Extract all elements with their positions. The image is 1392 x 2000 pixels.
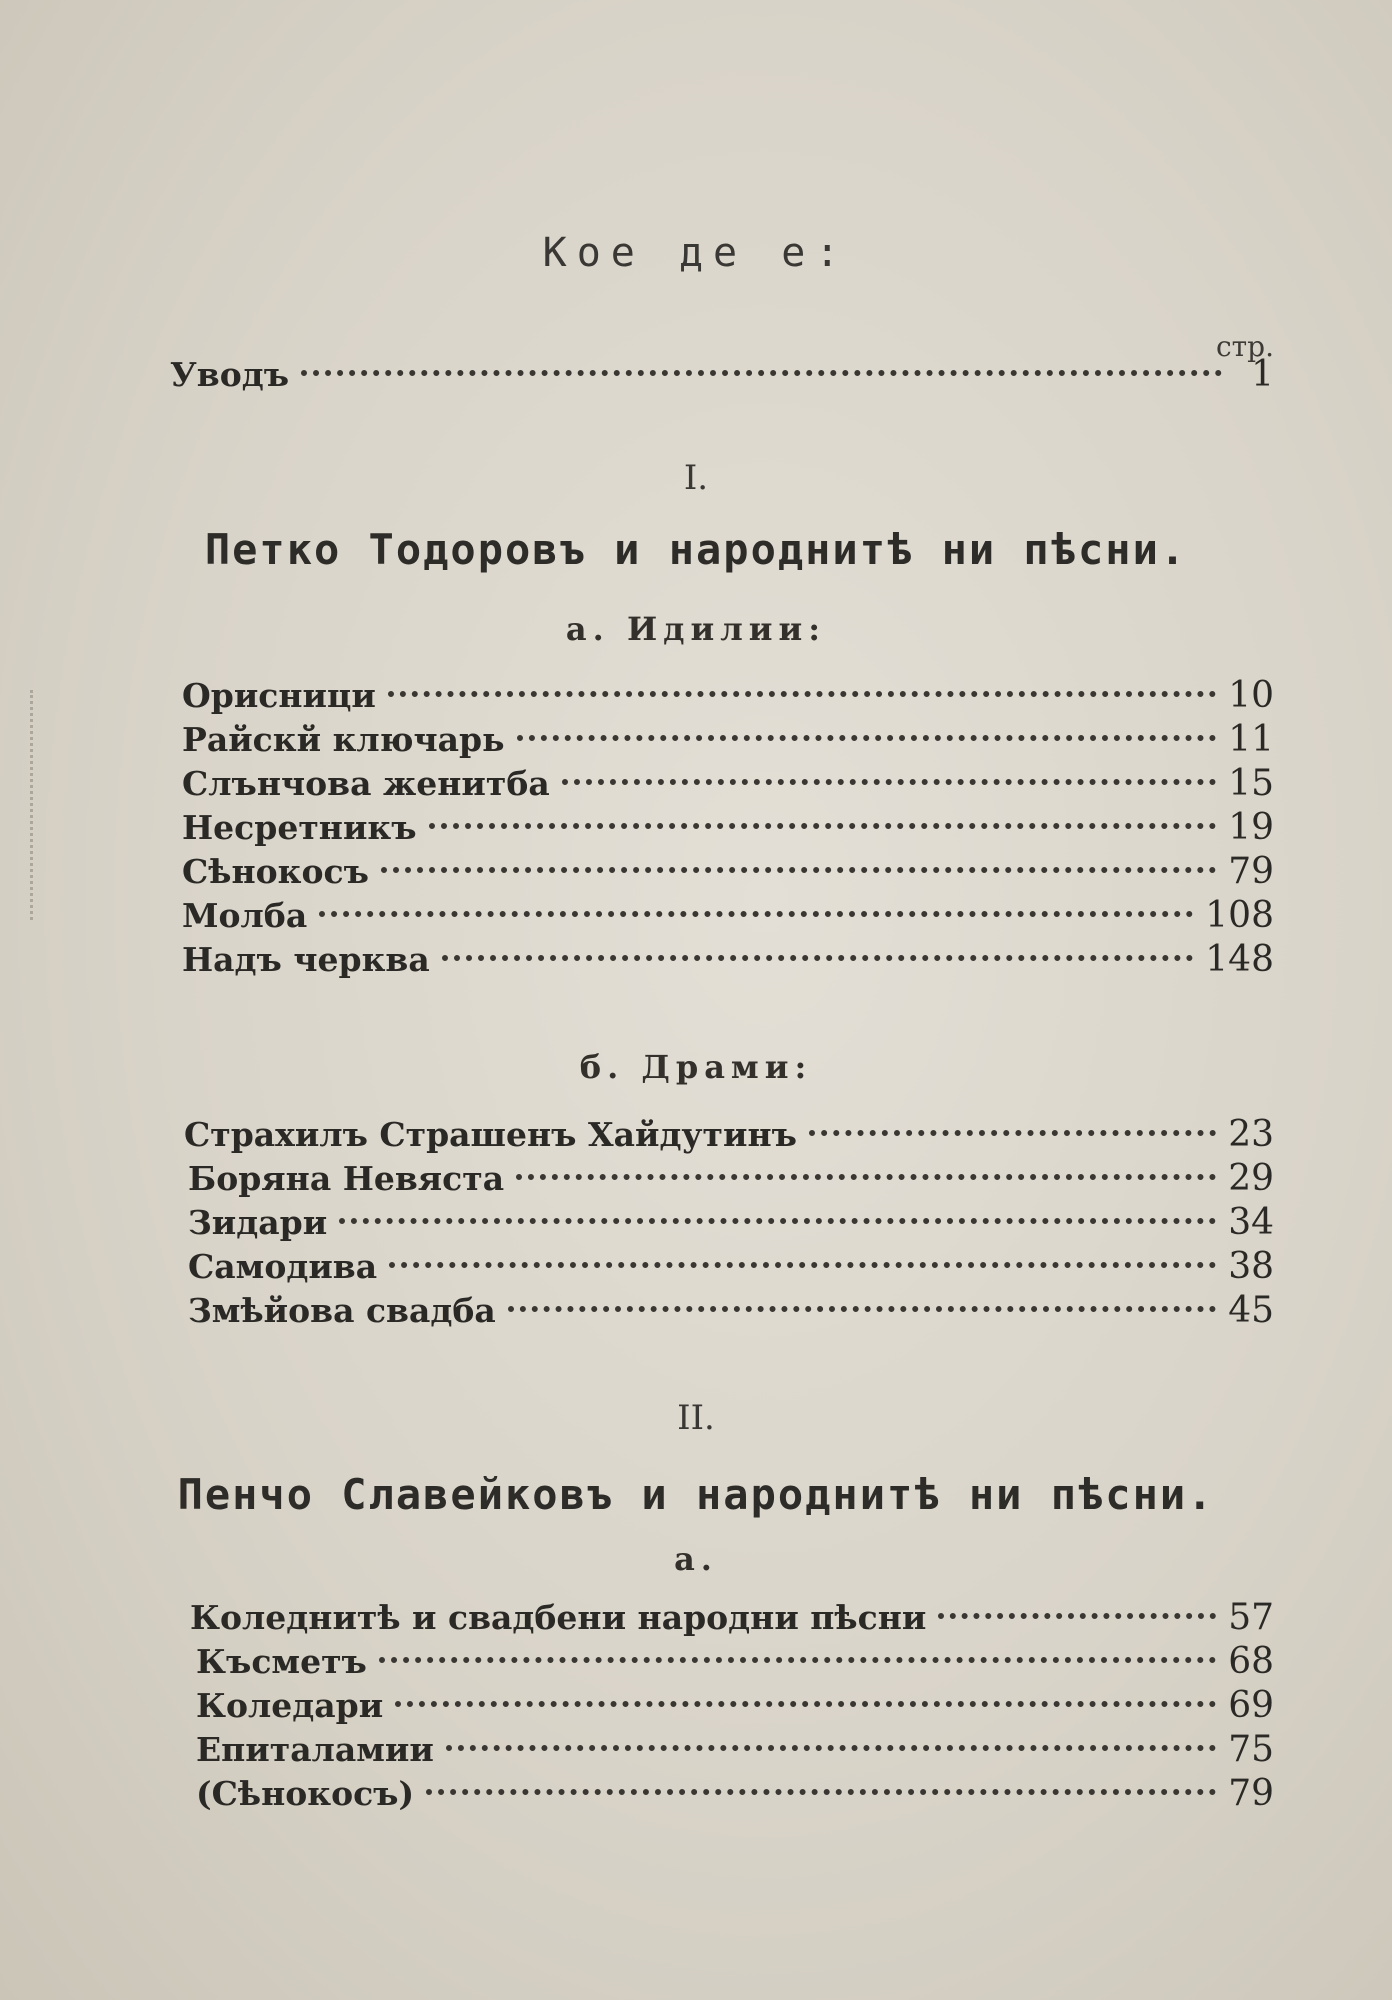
toc-entry-page: 69 [1228, 1685, 1274, 1726]
toc-entry-page: 15 [1228, 763, 1274, 804]
toc-row [188, 1159, 1274, 1199]
toc-row [188, 1247, 1274, 1287]
toc-entry-title: Несретникъ [182, 808, 417, 847]
toc-row [190, 1598, 1274, 1638]
subsection-label: б. Драми: [579, 1048, 813, 1086]
dot-leader [319, 911, 1193, 917]
dot-leader [388, 691, 1216, 697]
dot-leader [389, 1262, 1216, 1268]
page-title: Кое де е: [542, 230, 850, 276]
dot-leader [442, 955, 1194, 961]
toc-entry-page: 19 [1228, 807, 1274, 848]
toc-entry-page: 68 [1228, 1641, 1274, 1682]
dot-leader [426, 1789, 1216, 1795]
toc-entry-title: Уводъ [170, 355, 290, 394]
dot-leader [446, 1745, 1216, 1751]
toc-entry-title: Късметъ [196, 1642, 367, 1681]
dot-leader [395, 1701, 1216, 1707]
toc-entry-page: 75 [1228, 1729, 1274, 1770]
toc-entry-title: Надъ черква [182, 940, 430, 979]
dot-leader [517, 735, 1217, 741]
toc-entry-title: Коледнитѣ и свадбени народни пѣсни [190, 1598, 927, 1637]
toc-entry-page: 45 [1228, 1290, 1274, 1331]
toc-row [182, 940, 1274, 980]
toc-row [182, 852, 1274, 892]
toc-entry-page: 29 [1228, 1158, 1274, 1199]
toc-entry-title: Боряна Невяста [188, 1159, 505, 1198]
toc-entry-title: Сѣнокосъ [182, 852, 369, 891]
toc-entry-page: 10 [1228, 675, 1274, 716]
dot-leader [562, 779, 1216, 785]
toc-row [196, 1642, 1274, 1682]
dot-leader [301, 370, 1222, 376]
dot-leader [938, 1613, 1216, 1619]
toc-entry-page: 23 [1228, 1114, 1274, 1155]
toc-entry-title: Зидари [188, 1203, 328, 1242]
toc-row [182, 808, 1274, 848]
dot-leader [379, 1657, 1216, 1663]
toc-row [182, 896, 1274, 936]
toc-entry-title: (Сѣнокосъ) [196, 1774, 415, 1813]
toc-entry-title: Змѣйова свадба [188, 1291, 496, 1330]
section-heading: Петко Тодоровъ и народнитѣ ни пѣсни. [204, 525, 1188, 574]
section-numeral: I. [683, 458, 709, 498]
toc-row [196, 1730, 1274, 1770]
dot-leader [508, 1306, 1216, 1312]
toc-entry-title: Коледари [196, 1686, 384, 1725]
toc-row [182, 676, 1274, 716]
dot-leader [809, 1130, 1216, 1136]
toc-entry-title: Епиталамии [196, 1730, 434, 1769]
toc-entry-page: 34 [1228, 1202, 1274, 1243]
toc-row [196, 1686, 1274, 1726]
section-numeral: II. [677, 1398, 715, 1438]
toc-entry-title: Орисници [182, 676, 376, 715]
toc-entry-page: 57 [1228, 1597, 1274, 1638]
subsection-label: а. Идилии: [565, 610, 827, 648]
toc-row [184, 1115, 1274, 1155]
subsection-label: а. [674, 1540, 718, 1578]
toc-row [182, 764, 1274, 804]
toc-entry-title: Страхилъ Страшенъ Хайдутинъ [184, 1115, 797, 1154]
dot-leader [429, 823, 1217, 829]
toc-entry-title: Молба [182, 896, 308, 935]
toc-entry-page: 148 [1205, 939, 1274, 980]
toc-row [188, 1203, 1274, 1243]
toc-entry-title: Слънчова женитба [182, 764, 550, 803]
toc-entry-page: 38 [1228, 1246, 1274, 1287]
dot-leader [516, 1174, 1216, 1180]
toc-row [188, 1291, 1274, 1331]
dot-leader [381, 867, 1216, 873]
toc-entry-page: 79 [1228, 851, 1274, 892]
toc-entry-page: 79 [1228, 1773, 1274, 1814]
toc-entry-page: 108 [1205, 895, 1274, 936]
torn-edge-mark [30, 690, 67, 920]
section-heading: Пенчо Славейковъ и народнитѣ ни пѣсни. [177, 1470, 1215, 1519]
toc-row [196, 1774, 1274, 1814]
toc-entry-page: 1 [1251, 354, 1274, 395]
dot-leader [339, 1218, 1216, 1224]
toc-entry-title: Самодива [188, 1247, 378, 1286]
toc-entry-title: Райскй ключарь [182, 720, 505, 759]
page-column-label: стр. [1216, 330, 1274, 363]
toc-row-intro [170, 355, 1274, 395]
toc-row [182, 720, 1274, 760]
toc-entry-page: 11 [1228, 719, 1274, 760]
